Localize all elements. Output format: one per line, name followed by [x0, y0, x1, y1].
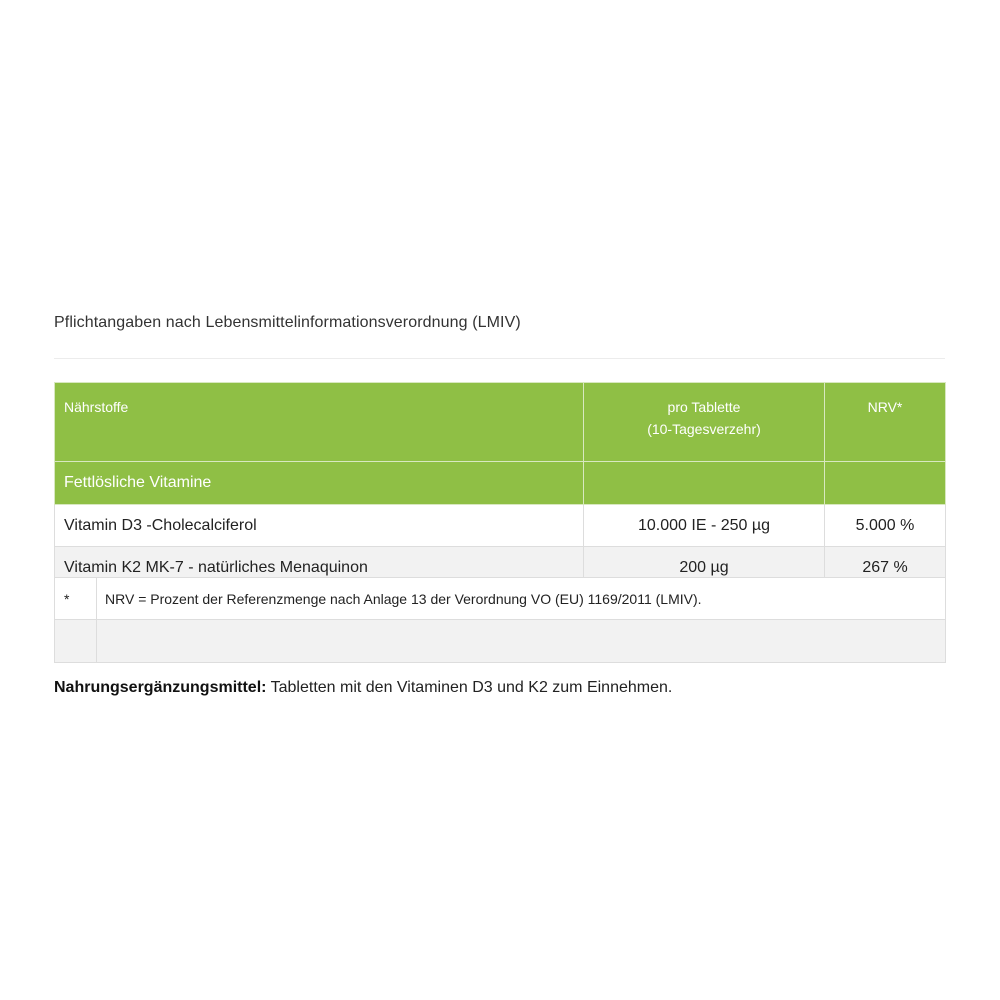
nutrient-nrv: 5.000 % — [825, 505, 946, 547]
supplement-text: Tabletten mit den Vitaminen D3 und K2 zum Einnehmen. — [266, 679, 673, 696]
header-per-tablet — [584, 383, 825, 462]
empty-note-mark — [55, 620, 97, 663]
group-name: Fettlösliche Vitamine — [55, 462, 584, 505]
header-per-tablet-line2: (10-Tagesverzehr) — [647, 421, 761, 437]
header-nutrient: Nährstoffe — [55, 383, 584, 462]
nutrient-amount: 10.000 IE - 250 µg — [584, 505, 825, 547]
nutrition-table — [54, 382, 946, 589]
group-per-unit — [584, 462, 825, 505]
table-header-row — [55, 383, 946, 462]
nutrient-nrv: 267 % — [825, 547, 946, 589]
note-row — [55, 578, 946, 620]
supplement-description — [54, 679, 672, 697]
nutrient-name: Vitamin D3 -Cholecalciferol — [55, 505, 584, 547]
nutrient-name: Vitamin K2 MK-7 - natürliches Menaquinon — [55, 547, 584, 589]
header-per-tablet-line1: pro Tablette — [667, 399, 741, 415]
note-text: NRV = Prozent der Referenzmenge nach Anlage 13 der Verordnung VO (EU) 1169/2011 (LMIV). — [97, 578, 946, 620]
page-title: Pflichtangaben nach Lebensmittelinformationsverordnung (LMIV) — [54, 314, 521, 331]
group-row — [55, 462, 946, 505]
empty-note-text — [97, 620, 946, 663]
header-nrv: NRV* — [825, 383, 946, 462]
group-nrv — [825, 462, 946, 505]
notes-table — [54, 577, 946, 663]
note-mark: * — [55, 578, 97, 620]
table-row — [55, 505, 946, 547]
divider — [54, 358, 945, 359]
nutrient-amount: 200 µg — [584, 547, 825, 589]
supplement-label: Nahrungsergänzungsmittel: — [54, 679, 267, 696]
empty-note-row — [55, 620, 946, 663]
